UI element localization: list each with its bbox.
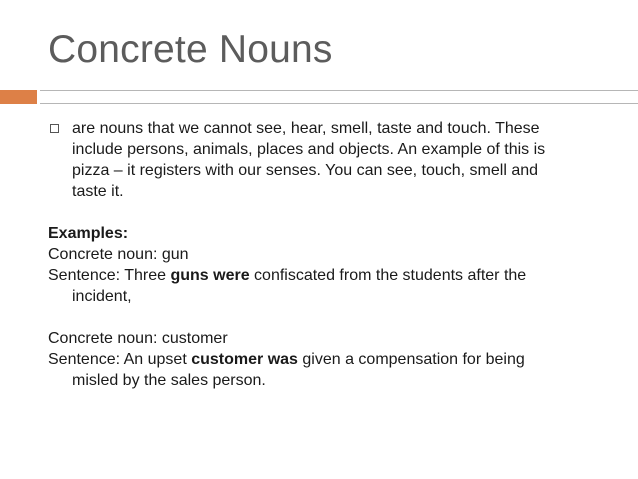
slide-body	[48, 118, 608, 391]
example-1-noun: Concrete noun: gun	[48, 246, 189, 263]
bullet-line: are nouns that we cannot see, hear, smell, taste and touch. These	[72, 120, 540, 137]
title-divider-rule	[40, 90, 638, 104]
examples-heading: Examples:	[48, 225, 129, 242]
example-2-sentence: Sentence: An upset customer was given a compensation for being misled by the sales person.	[48, 351, 525, 389]
slide-title: Concrete Nouns	[48, 28, 333, 71]
square-bullet-icon	[50, 124, 59, 133]
bullet-line: taste it.	[72, 183, 124, 200]
example-1-sentence: Sentence: Three guns were confiscated from the students after the incident,	[48, 267, 527, 305]
definition-bullet	[48, 118, 608, 202]
title-accent-bar	[0, 90, 37, 104]
bullet-line: include persons, animals, places and objects. An example of this is	[72, 141, 546, 158]
example-2-noun: Concrete noun: customer	[48, 330, 228, 347]
bullet-line: pizza – it registers with our senses. You can see, touch, smell and	[72, 162, 539, 179]
